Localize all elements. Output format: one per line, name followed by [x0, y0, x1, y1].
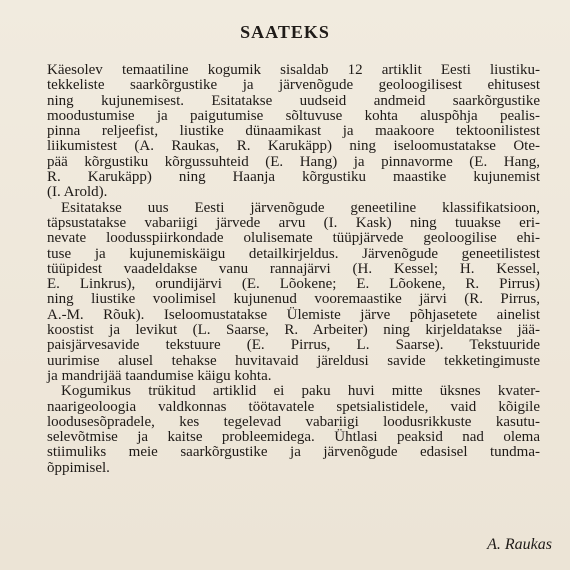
text-line: stiimuliks meie saarkõrgustike ja järvenõgude edasisel tundma- — [47, 444, 540, 461]
text-line: E. Linkrus), orundijärvi (E. Lõokene; E. Lõokene, R. Pirrus) — [47, 276, 540, 293]
text-line: (I. Arold). — [47, 184, 108, 201]
text-line: moodustumise ja paigutumise sõltuvuse kohta aluspõhja pealis- — [47, 107, 540, 124]
text-line: paisjärvesavide tekstuure (E. Pirrus, L. Saarse). Tekstuuride — [47, 337, 540, 354]
text-line: A.-M. Rõuk). Iseloomustatakse Ülemiste järve põhjasetete ainelist — [47, 306, 540, 323]
author-signature: A. Raukas — [487, 536, 552, 553]
text-line: liikumistest (A. Raukas, R. Karukäpp) ning iseloomustatakse Ote- — [47, 138, 540, 155]
text-line: ning kujunemisest. Esitatakse uudseid andmeid saarkõrgustike — [47, 92, 540, 109]
text-line: tuse ja kujunemiskäigu detailkirjeldus. Järvenõgude geneetilistest — [47, 245, 540, 262]
text-line: loodusesõpradele, kes tegelevad vabariigi loodusrikkuste kasutu- — [47, 413, 540, 430]
text-line: tekkeliste saarkõrgustike ja järvenõgude geoloogilisest ehitusest — [47, 77, 540, 94]
text-line: Esitatakse uus Eesti järvenõgude geneetiline klassifikatsioon, — [61, 199, 540, 216]
body-text — [47, 63, 540, 476]
text-line: Kogumikus trükitud artiklid ei paku huvi mitte üksnes kvater- — [61, 383, 540, 400]
text-line: naarigeoloogia valdkonnas töötavatele spetsialistidele, vaid kõigile — [47, 398, 540, 415]
text-line: ning liustike voolimisel kujunenud vooremaastike järvi (R. Pirrus, — [47, 291, 540, 308]
text-line: õppimisel. — [47, 459, 110, 476]
text-line: Käesolev temaatiline kogumik sisaldab 12 artiklit Eesti liustiku- — [47, 62, 540, 78]
page-title: SAATEKS — [240, 22, 330, 42]
text-line: R. Karukäpp) ning Haanja kõrgustiku maastike kujunemist — [47, 169, 540, 186]
text-line: pää kõrgustiku kõrgussuhteid (E. Hang) ja pinnavorme (E. Hang, — [47, 153, 540, 170]
text-line: nevate loodusspiirkondade olulisemate tüüpjärvede geoloogilise ehi- — [47, 230, 540, 247]
text-line: selevõtmise ja kaitse probleemidega. Ühtlasi peaksid nad olema — [47, 429, 540, 446]
text-line: koostist ja levikut (L. Saarse, R. Arbeiter) ning kirjeldatakse jää- — [47, 322, 540, 339]
text-line: tüüpidest vaadeldakse vanu rannajärvi (H. Kessel; H. Kessel, — [47, 260, 540, 277]
text-line: ja mandrijää taandumise käigu kohta. — [47, 367, 272, 384]
text-line: täpsustatakse vabariigi järvede arvu (I. Kask) ning tuuakse eri- — [47, 214, 540, 231]
text-line: uurimise alusel tehakse huvitavaid järeldusi savide tekketingimuste — [47, 352, 540, 369]
text-line: pinna reljeefist, liustike dünaamikast ja maakoore tektoonilistest — [47, 123, 540, 140]
